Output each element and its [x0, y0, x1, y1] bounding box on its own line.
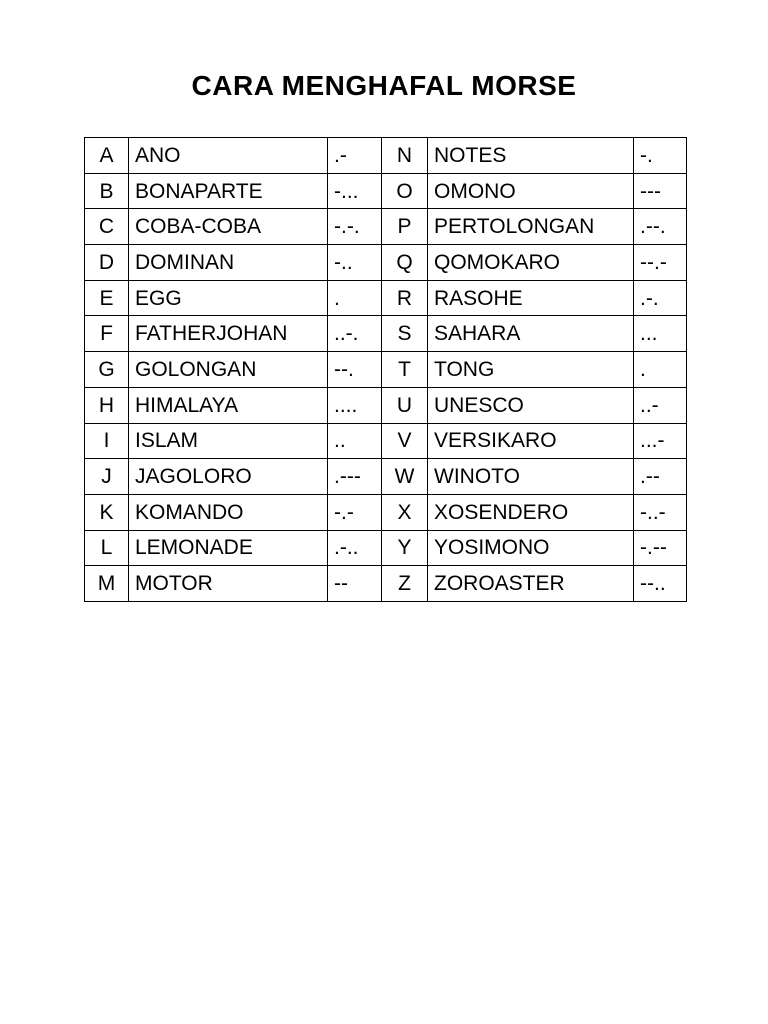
table-row: [85, 316, 687, 352]
mnemonic-cell: EGG: [129, 280, 328, 316]
letter-cell: F: [85, 316, 129, 352]
letter-cell: A: [85, 138, 129, 174]
mnemonic-cell: UNESCO: [428, 387, 634, 423]
morse-code-cell: ---: [634, 173, 687, 209]
table-row: [85, 352, 687, 388]
morse-code-cell: .: [634, 352, 687, 388]
morse-code-cell: -.: [634, 138, 687, 174]
morse-code-cell: --..: [634, 566, 687, 602]
table-row: [85, 138, 687, 174]
mnemonic-cell: VERSIKARO: [428, 423, 634, 459]
letter-cell: W: [382, 459, 428, 495]
mnemonic-cell: SAHARA: [428, 316, 634, 352]
morse-code-cell: .-.: [634, 280, 687, 316]
morse-code-cell: -..: [328, 245, 382, 281]
morse-code-cell: --: [328, 566, 382, 602]
table-row: [85, 494, 687, 530]
letter-cell: Q: [382, 245, 428, 281]
mnemonic-cell: NOTES: [428, 138, 634, 174]
table-row: [85, 209, 687, 245]
mnemonic-cell: ANO: [129, 138, 328, 174]
letter-cell: V: [382, 423, 428, 459]
mnemonic-cell: ZOROASTER: [428, 566, 634, 602]
letter-cell: Y: [382, 530, 428, 566]
letter-cell: U: [382, 387, 428, 423]
mnemonic-cell: PERTOLONGAN: [428, 209, 634, 245]
letter-cell: N: [382, 138, 428, 174]
letter-cell: E: [85, 280, 129, 316]
letter-cell: M: [85, 566, 129, 602]
table-row: [85, 423, 687, 459]
mnemonic-cell: JAGOLORO: [129, 459, 328, 495]
page-title: CARA MENGHAFAL MORSE: [191, 70, 577, 101]
mnemonic-cell: DOMINAN: [129, 245, 328, 281]
letter-cell: G: [85, 352, 129, 388]
letter-cell: C: [85, 209, 129, 245]
mnemonic-cell: FATHERJOHAN: [129, 316, 328, 352]
mnemonic-cell: MOTOR: [129, 566, 328, 602]
morse-code-cell: --.: [328, 352, 382, 388]
mnemonic-cell: YOSIMONO: [428, 530, 634, 566]
mnemonic-cell: TONG: [428, 352, 634, 388]
morse-table-body: [85, 138, 687, 602]
letter-cell: X: [382, 494, 428, 530]
letter-cell: T: [382, 352, 428, 388]
table-row: [85, 173, 687, 209]
mnemonic-cell: OMONO: [428, 173, 634, 209]
table-row: [85, 280, 687, 316]
morse-code-cell: .-..: [328, 530, 382, 566]
mnemonic-cell: COBA-COBA: [129, 209, 328, 245]
morse-code-cell: .--: [634, 459, 687, 495]
letter-cell: I: [85, 423, 129, 459]
mnemonic-cell: QOMOKARO: [428, 245, 634, 281]
table-row: [85, 459, 687, 495]
letter-cell: L: [85, 530, 129, 566]
letter-cell: Z: [382, 566, 428, 602]
mnemonic-cell: HIMALAYA: [129, 387, 328, 423]
morse-table: [84, 137, 687, 602]
morse-code-cell: -.-.: [328, 209, 382, 245]
letter-cell: H: [85, 387, 129, 423]
morse-code-cell: -..-: [634, 494, 687, 530]
morse-code-cell: .: [328, 280, 382, 316]
letter-cell: P: [382, 209, 428, 245]
morse-code-cell: ..-: [634, 387, 687, 423]
table-row: [85, 566, 687, 602]
morse-code-cell: -.-: [328, 494, 382, 530]
mnemonic-cell: XOSENDERO: [428, 494, 634, 530]
morse-code-cell: ...-: [634, 423, 687, 459]
letter-cell: B: [85, 173, 129, 209]
mnemonic-cell: LEMONADE: [129, 530, 328, 566]
morse-code-cell: ..: [328, 423, 382, 459]
table-row: [85, 387, 687, 423]
letter-cell: R: [382, 280, 428, 316]
mnemonic-cell: ISLAM: [129, 423, 328, 459]
letter-cell: J: [85, 459, 129, 495]
mnemonic-cell: BONAPARTE: [129, 173, 328, 209]
morse-code-cell: ....: [328, 387, 382, 423]
morse-code-cell: .---: [328, 459, 382, 495]
table-row: [85, 530, 687, 566]
morse-code-cell: ...: [634, 316, 687, 352]
letter-cell: O: [382, 173, 428, 209]
morse-code-cell: ..-.: [328, 316, 382, 352]
letter-cell: D: [85, 245, 129, 281]
mnemonic-cell: GOLONGAN: [129, 352, 328, 388]
morse-code-cell: .-: [328, 138, 382, 174]
morse-code-cell: -.--: [634, 530, 687, 566]
letter-cell: S: [382, 316, 428, 352]
letter-cell: K: [85, 494, 129, 530]
morse-code-cell: -...: [328, 173, 382, 209]
mnemonic-cell: RASOHE: [428, 280, 634, 316]
mnemonic-cell: WINOTO: [428, 459, 634, 495]
morse-code-cell: --.-: [634, 245, 687, 281]
mnemonic-cell: KOMANDO: [129, 494, 328, 530]
table-row: [85, 245, 687, 281]
morse-code-cell: .--.: [634, 209, 687, 245]
